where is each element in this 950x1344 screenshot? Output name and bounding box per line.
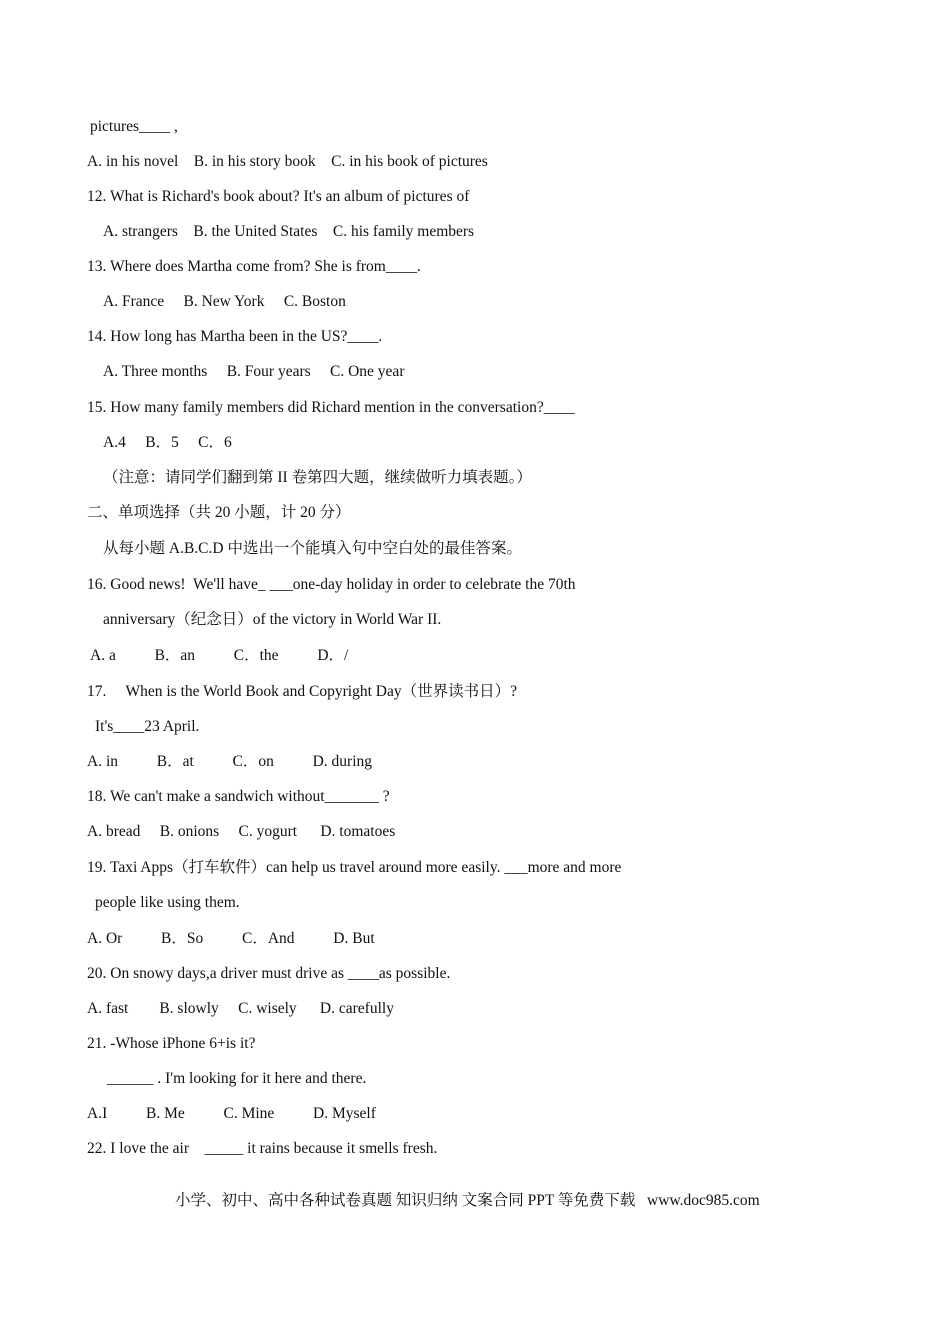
q17-question: 17. When is the World Book and Copyright Day（世界读书日）? <box>87 683 517 700</box>
q14-question: 14. How long has Martha been in the US?____. <box>87 328 383 345</box>
q16-question: 16. Good news! We'll have_ ___one-day holiday in order to celebrate the 70th <box>87 576 576 593</box>
page-footer: 小学、初中、高中各种试卷真题 知识归纳 文案合同 PPT 等免费下载 www.doc985.com <box>175 1192 760 1209</box>
section-instructions: 从每小题 A.B.C.D 中选出一个能填入句中空白处的最佳答案。 <box>103 540 522 557</box>
q18-options: A. bread B. onions C. yogurt D. tomatoes <box>87 823 396 840</box>
q11-continuation: pictures____ , <box>90 118 178 135</box>
q13-question: 13. Where does Martha come from? She is from____. <box>87 258 421 275</box>
section-heading: 二、单项选择（共 20 小题，计 20 分） <box>87 504 351 521</box>
q12-options: A. strangers B. the United States C. his family members <box>103 223 475 240</box>
q18-question: 18. We can't make a sandwich without_______ ? <box>87 788 390 805</box>
q17-question-cont: It's____23 April. <box>95 718 200 735</box>
q13-options: A. France B. New York C. Boston <box>103 293 346 310</box>
q20-question: 20. On snowy days,a driver must drive as ____as possible. <box>87 965 451 982</box>
listening-note: （注意：请同学们翻到第 II 卷第四大题，继续做听力填表题。） <box>103 469 532 486</box>
q17-options: A. in B．at C．on D. during <box>87 753 373 770</box>
q20-options: A. fast B. slowly C. wisely D. carefully <box>87 1000 394 1017</box>
q16-question-cont: anniversary（纪念日）of the victory in World War II. <box>103 611 442 628</box>
q15-options: A.4 B．5 C．6 <box>103 434 232 451</box>
q11-options: A. in his novel B. in his story book C. in his book of pictures <box>87 153 488 170</box>
q12-question: 12. What is Richard's book about? It's an album of pictures of <box>87 188 470 205</box>
q14-options: A. Three months B. Four years C. One year <box>103 363 405 380</box>
q15-question: 15. How many family members did Richard mention in the conversation?____ <box>87 399 575 416</box>
q21-options: A.I B. Me C. Mine D. Myself <box>87 1105 376 1122</box>
q21-question-cont: ______ . I'm looking for it here and there. <box>107 1070 367 1087</box>
q22-question: 22. I love the air _____ it rains because it smells fresh. <box>87 1140 438 1157</box>
q16-options: A. a B．an C．the D．/ <box>90 647 349 664</box>
q19-question: 19. Taxi Apps（打车软件）can help us travel around more easily. ___more and more <box>87 859 622 876</box>
q19-options: A. Or B．So C．And D. But <box>87 930 375 947</box>
q21-question: 21. -Whose iPhone 6+is it? <box>87 1035 256 1052</box>
q19-question-cont: people like using them. <box>95 894 240 911</box>
